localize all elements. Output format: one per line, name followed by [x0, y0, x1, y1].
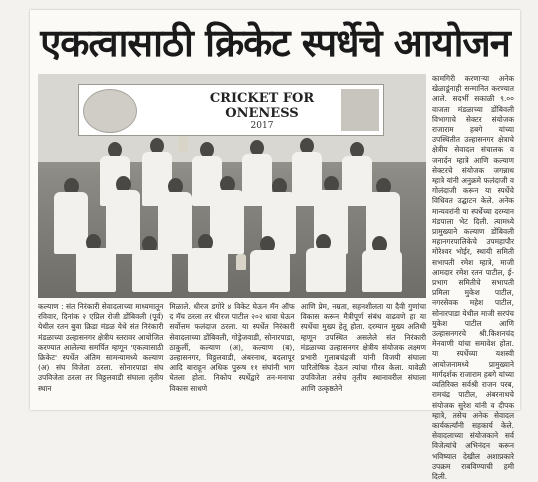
article-column-1: कल्याण : संत निरंकारी सेवादलाच्या माध्यमातून रविवार, दिनांक २ एप्रिल रोजी डोंबिवली (पूर्व) येथील रतन बुवा क्रिडा मंडळ येथे संत निरंकारी मंडळाच्या उल्हासनगर क्षेत्रीय स्तरावर आयोजित करण्यात आलेल्या समर्पित म्हणून 'एकत्वासाठी क्रिकेट' स्पर्धेत अंतिम सामन्यामध्ये कल्याण (अ) संघ विजेता ठरला. सोनारपाडा संघ उपविजेता ठरला तर विठ्ठलवाडी संघाला तृतीय स्थान [38, 302, 164, 393]
article-column-3: आणि प्रेम, नम्रता, सहनशीलता या दैवी गुणांचा विकास करून मैत्रीपूर्ण संबंध वाढवणे हा या स्पर्धेचा मुख्य हेतू होता. दरम्यान मुख्य अतिथी म्हणून उपस्थित असलेले संत निरंकारी मंडळाच्या उल्हासनगर क्षेत्रीय संयोजक लक्ष्मण प्रभारी गुलाबचंद्रजी यांनी विजयी संघाला पारितोषिक देऊन त्यांचा गौरव केला. यावेळी उपविजेता तसेच तृतीय स्थानावरील संघाला आणि उत्कृष्ठतेने [300, 302, 426, 393]
player [210, 190, 244, 254]
newspaper-clipping [30, 10, 520, 481]
trophy [178, 136, 188, 152]
player [132, 250, 172, 292]
headline: एकत्वासाठी क्रिकेट स्पर्धेचे आयोजन [40, 21, 510, 65]
article-side-column [432, 74, 514, 481]
article-column-4: कामगिरी करणाऱ्या अनेक खेळाडूंनाही सन्मानित करण्यात आले. सदर्भी सकाळी ९.०० वाजता मंडळाच्या डोंबिवली विभागाचे सेक्टर संयोजक राजाराम हबगे यांच्या उपस्थितीत उल्हासनगर क्षेत्राचे क्षेत्रीय सेवादल संचालक व जनार्दन म्हात्रे आणि कल्याण सेक्टरचे संयोजक जगन्नाथ म्हात्रे यांनी अनुक्रमे फलंदाजी व गोलंदाजी करून या स्पर्धेचे विधिवत उद्घाटन केले. अनेक मान्यवरांनी या स्पर्धेच्या दरम्यान मंडपाला भेट दिली. त्यामध्ये प्रामुख्याने कल्याण डोंबिवली महानगरपालिकेचे उपमहापौर मोरेश्वर भोईर, स्थायी समिती सभापती रमेश म्हात्रे, माजी आमदार रमेश रतन पाटील, ई-प्रभाग समितीचे सभापती प्रमिला मुकेश पाटील, नगरसेवक महेश पाटील, सोनारपाडा येथील माजी सरपंच मुकेश पाटील आणि उल्हासनगरचे श्री.किशनचंद मेनवाणी यांचा समावेश होता. या स्पर्धेच्या यशस्वी आयोजनामध्ये प्रामुख्याने मार्गदर्शक राजाराम हबगे यांच्या व्यतिरिक्त सर्वश्री राजन परब, रामचंद्र पाटील, अंबरनाथचे संयोजक सुरेश यांनी व दीपक म्हात्रे, तसेच अनेक सेवादल कार्यकर्त्यांनी सहकार्य केले. सेवादलाच्या संयोजकाने सर्व विजेत्यांचे अभिनंदन करून भविष्यात देखील अशाप्रकारे उपक्रम राबविण्याची हमी दिली. [432, 74, 514, 481]
player [54, 192, 88, 254]
player [106, 190, 140, 254]
banner-year: 2017 [250, 121, 274, 131]
player [250, 250, 290, 292]
banner-title: CRICKET FOR ONENESS [209, 91, 315, 121]
event-photo [38, 74, 426, 298]
banner-portraits [341, 89, 379, 131]
player [188, 248, 228, 292]
player [362, 250, 402, 292]
article-column-2: मिळाले. धीरज डगोरे ४ विकेट घेऊन मॅन ऑफ द मॅच ठरला तर धीरज पाटील २०२ धावा घेऊन सर्वोत्तम फलंदाज ठरला. या स्पर्धेत निरंकारी सेवादलाच्या डोंबिवली, गोड्रेजवाडी, सोनारपाडा, ठाकुर्ली, कल्याण (अ), कल्याण (ब), उल्हासनगर, विठ्ठलवाडी, अंबरनाथ, बदलापूर आदि बाराहून अधिक पुरूष ११ संघांनी भाग घेतला होता. निकोप स्पर्धेद्वारे तन-मनाचा विकास साधणे [169, 302, 295, 393]
event-banner [78, 84, 384, 136]
team-group [38, 134, 426, 298]
article-columns [38, 302, 426, 406]
player [76, 248, 116, 292]
player [306, 248, 346, 292]
trophy [236, 254, 246, 270]
player [158, 192, 192, 254]
organisation-logo [83, 89, 137, 133]
